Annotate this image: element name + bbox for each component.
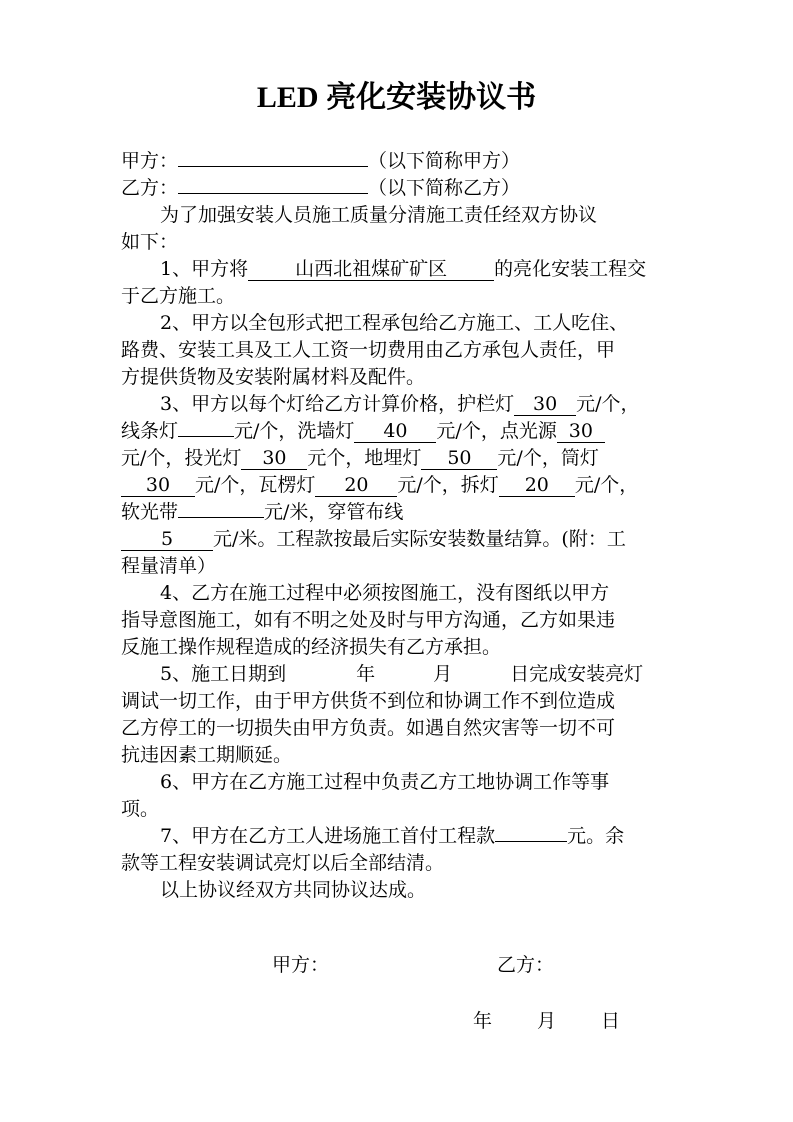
party-b-line xyxy=(121,175,520,202)
clause-6-line-2: 项。 xyxy=(121,798,160,820)
clause-2-line-2: 路费、安装工具及工人工资一切费用由乙方承包人责任，甲 xyxy=(121,339,616,361)
clause-1-line-1 xyxy=(160,256,646,283)
clause-3-text: 元/个，瓦楞灯 xyxy=(195,474,316,496)
party-a-note: （以下简称甲方） xyxy=(368,150,521,172)
tile-light-price: 20 xyxy=(315,474,397,497)
clause-3-text: 元/个， xyxy=(576,393,640,415)
clause-7-text: 元。余 xyxy=(567,825,625,847)
clause-1-line-2: 于乙方施工。 xyxy=(121,285,236,307)
clause-3-text: 元/米，穿管布线 xyxy=(264,501,404,523)
clause-3-text: 3、甲方以每个灯给乙方计算价格，护栏灯 xyxy=(160,393,515,415)
removal-price: 20 xyxy=(499,474,575,497)
line-light-price xyxy=(178,436,234,437)
clause-3-text: 元/个，投光灯 xyxy=(121,447,242,469)
intro-line-1: 为了加强安装人员施工质量分清施工责任经双方协议 xyxy=(160,204,598,226)
closing-statement: 以上协议经双方共同协议达成。 xyxy=(160,879,427,901)
clause-3-text: 元/个，点光源 xyxy=(436,420,557,442)
clause-3-text: 元个，地埋灯 xyxy=(307,447,422,469)
signature-party-b: 乙方： xyxy=(497,954,555,976)
clause-5-line-1 xyxy=(160,661,643,688)
clause-3-text: 元/米。工程款按最后实际安装数量结算。(附：工 xyxy=(213,528,626,550)
clause-2-line-1: 2、甲方以全包形式把工程承包给乙方施工、工人吃住、 xyxy=(160,312,629,334)
clause-7-line-2: 款等工程安装调试亮灯以后全部结清。 xyxy=(121,852,445,874)
party-a-blank xyxy=(178,166,368,167)
intro-line-2: 如下： xyxy=(121,231,179,253)
clause-5-month: 月 xyxy=(433,663,453,685)
party-b-label: 乙方： xyxy=(121,177,179,199)
signature-year: 年 xyxy=(473,1010,493,1032)
wallwash-price: 40 xyxy=(354,420,436,443)
clause-3-text: 软光带 xyxy=(121,501,179,523)
clause-3-text: 线条灯 xyxy=(121,420,179,442)
clause-5-line-3: 乙方停工的一切损失由甲方负责。如遇自然灾害等一切不可 xyxy=(121,717,616,739)
signature-day: 日 xyxy=(601,1010,621,1032)
clause-6-line-1: 6、甲方在乙方施工过程中负责乙方工地协调工作等事 xyxy=(160,771,610,793)
clause-3-line-7: 程量清单） xyxy=(121,555,217,577)
clause-3-line-2 xyxy=(121,418,605,445)
down-payment-amount xyxy=(495,841,567,842)
clause-3-text: 元/个，筒灯 xyxy=(497,447,599,469)
clause-7-text: 7、甲方在乙方工人进场施工首付工程款 xyxy=(160,825,496,847)
buried-light-price: 50 xyxy=(421,447,497,470)
strip-price xyxy=(178,517,264,518)
clause-1-post: 的亮化安装工程交 xyxy=(494,258,647,280)
party-a-line xyxy=(121,148,520,175)
clause-3-line-6 xyxy=(121,526,626,553)
clause-1-pre: 1、甲方将 xyxy=(160,258,249,280)
tube-light-price: 30 xyxy=(121,474,195,497)
clause-4-line-3: 反施工操作规程造成的经济损失有乙方承担。 xyxy=(121,636,502,658)
clause-7-line-1 xyxy=(160,823,624,850)
clause-4-line-1: 4、乙方在施工过程中必须按图施工，没有图纸以甲方 xyxy=(160,582,610,604)
clause-3-text: 元/个，洗墙灯 xyxy=(234,420,355,442)
clause-5-line-4: 抗违因素工期顺延。 xyxy=(121,744,293,766)
clause-1-location: 山西北祖煤矿矿区 xyxy=(248,258,494,281)
point-light-price: 30 xyxy=(557,420,605,443)
clause-5-text: 5、施工日期到 xyxy=(160,663,287,685)
clause-3-line-4 xyxy=(121,472,638,499)
signature-party-a: 甲方： xyxy=(272,954,330,976)
clause-2-line-3: 方提供货物及安装附属材料及配件。 xyxy=(121,366,426,388)
guardrail-price: 30 xyxy=(514,393,576,416)
clause-3-text: 元/个， xyxy=(574,474,639,496)
party-a-label: 甲方： xyxy=(121,150,179,172)
party-b-blank xyxy=(178,193,368,194)
flood-light-price: 30 xyxy=(241,447,307,470)
clause-3-line-1 xyxy=(160,391,640,418)
clause-3-line-5 xyxy=(121,499,403,526)
signature-month: 月 xyxy=(537,1010,557,1032)
clause-5-year: 年 xyxy=(356,663,376,685)
party-b-note: （以下简称乙方） xyxy=(368,177,521,199)
document-title: LED 亮化安装协议书 xyxy=(256,81,537,114)
clause-5-line-2: 调试一切工作，由于甲方供货不到位和协调工作不到位造成 xyxy=(121,690,616,712)
clause-4-line-2: 指导意图施工，如有不明之处及时与甲方沟通，乙方如果违 xyxy=(121,609,616,631)
clause-5-text: 日完成安装亮灯 xyxy=(510,663,644,685)
clause-3-line-3 xyxy=(121,445,599,472)
conduit-price: 5 xyxy=(121,528,213,551)
clause-3-text: 元/个，拆灯 xyxy=(397,474,499,496)
